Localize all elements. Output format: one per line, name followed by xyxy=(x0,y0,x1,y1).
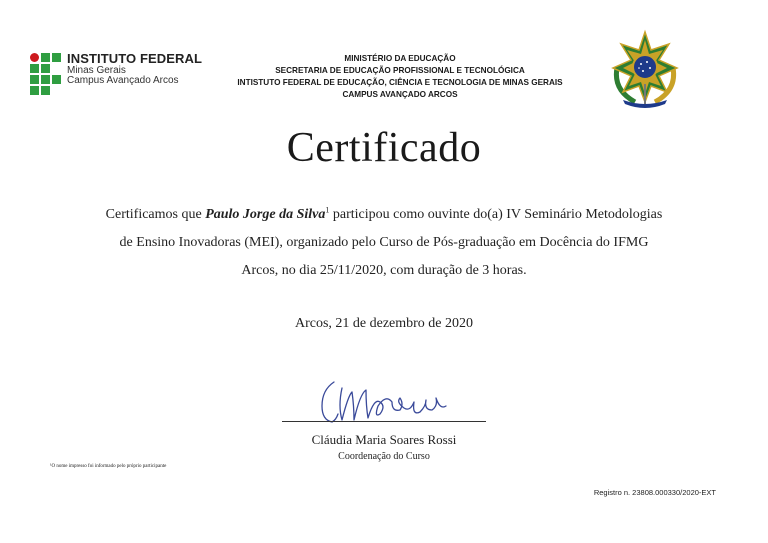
signature-line xyxy=(282,421,486,422)
institute-logo-line1: Minas Gerais xyxy=(67,64,126,76)
certificate-body-line1 xyxy=(40,201,728,229)
header-secretariat: SECRETARIA DE EDUCAÇÃO PROFISSIONAL E TECNOLÓGICA xyxy=(275,66,525,75)
place-date: Arcos, 21 de dezembro de 2020 xyxy=(294,316,474,331)
certificate-intro: Certificamos que xyxy=(105,207,206,222)
institute-logo-text xyxy=(67,52,202,87)
registration-number: Registro n. 23808.000330/2020-EXT xyxy=(593,488,716,497)
certificate-title: Certificado xyxy=(286,125,482,171)
footnote-marker: 1 xyxy=(325,205,330,215)
institute-logo-title: INSTITUTO FEDERAL xyxy=(67,51,203,66)
institute-logo-line2: Campus Avançado Arcos xyxy=(67,75,179,87)
header-ministry: MINISTÉRIO DA EDUCAÇÃO xyxy=(344,54,456,63)
signer-role: Coordenação do Curso xyxy=(338,451,430,462)
header-institute: INTISTUTO FEDERAL DE EDUCAÇÃO, CIÊNCIA E TECNOLOGIA DE MINAS GERAIS xyxy=(237,78,563,87)
certificate-text-after-name: participou como ouvinte do(a) IV Seminário Metodologias xyxy=(329,207,663,222)
certificate-body-line2: de Ensino Inovadoras (MEI), organizado pelo Curso de Pós-graduação em Docência do IFMG xyxy=(119,235,649,250)
certificate-body-line3: Arcos, no dia 25/11/2020, com duração de 3 horas. xyxy=(241,263,527,278)
signer-name: Cláudia Maria Soares Rossi xyxy=(311,432,457,447)
footnote: ¹O nome impresso foi informado pelo próprio participante xyxy=(50,464,167,469)
participant-name: Paulo Jorge da Silva xyxy=(205,207,326,222)
institute-logo-mark-icon xyxy=(30,53,61,95)
document-header xyxy=(210,53,590,101)
brazil-coat-of-arms-icon xyxy=(605,28,685,110)
header-campus: CAMPUS AVANÇADO ARCOS xyxy=(342,90,458,99)
institute-logo xyxy=(30,52,202,95)
certificate-body xyxy=(40,201,728,285)
